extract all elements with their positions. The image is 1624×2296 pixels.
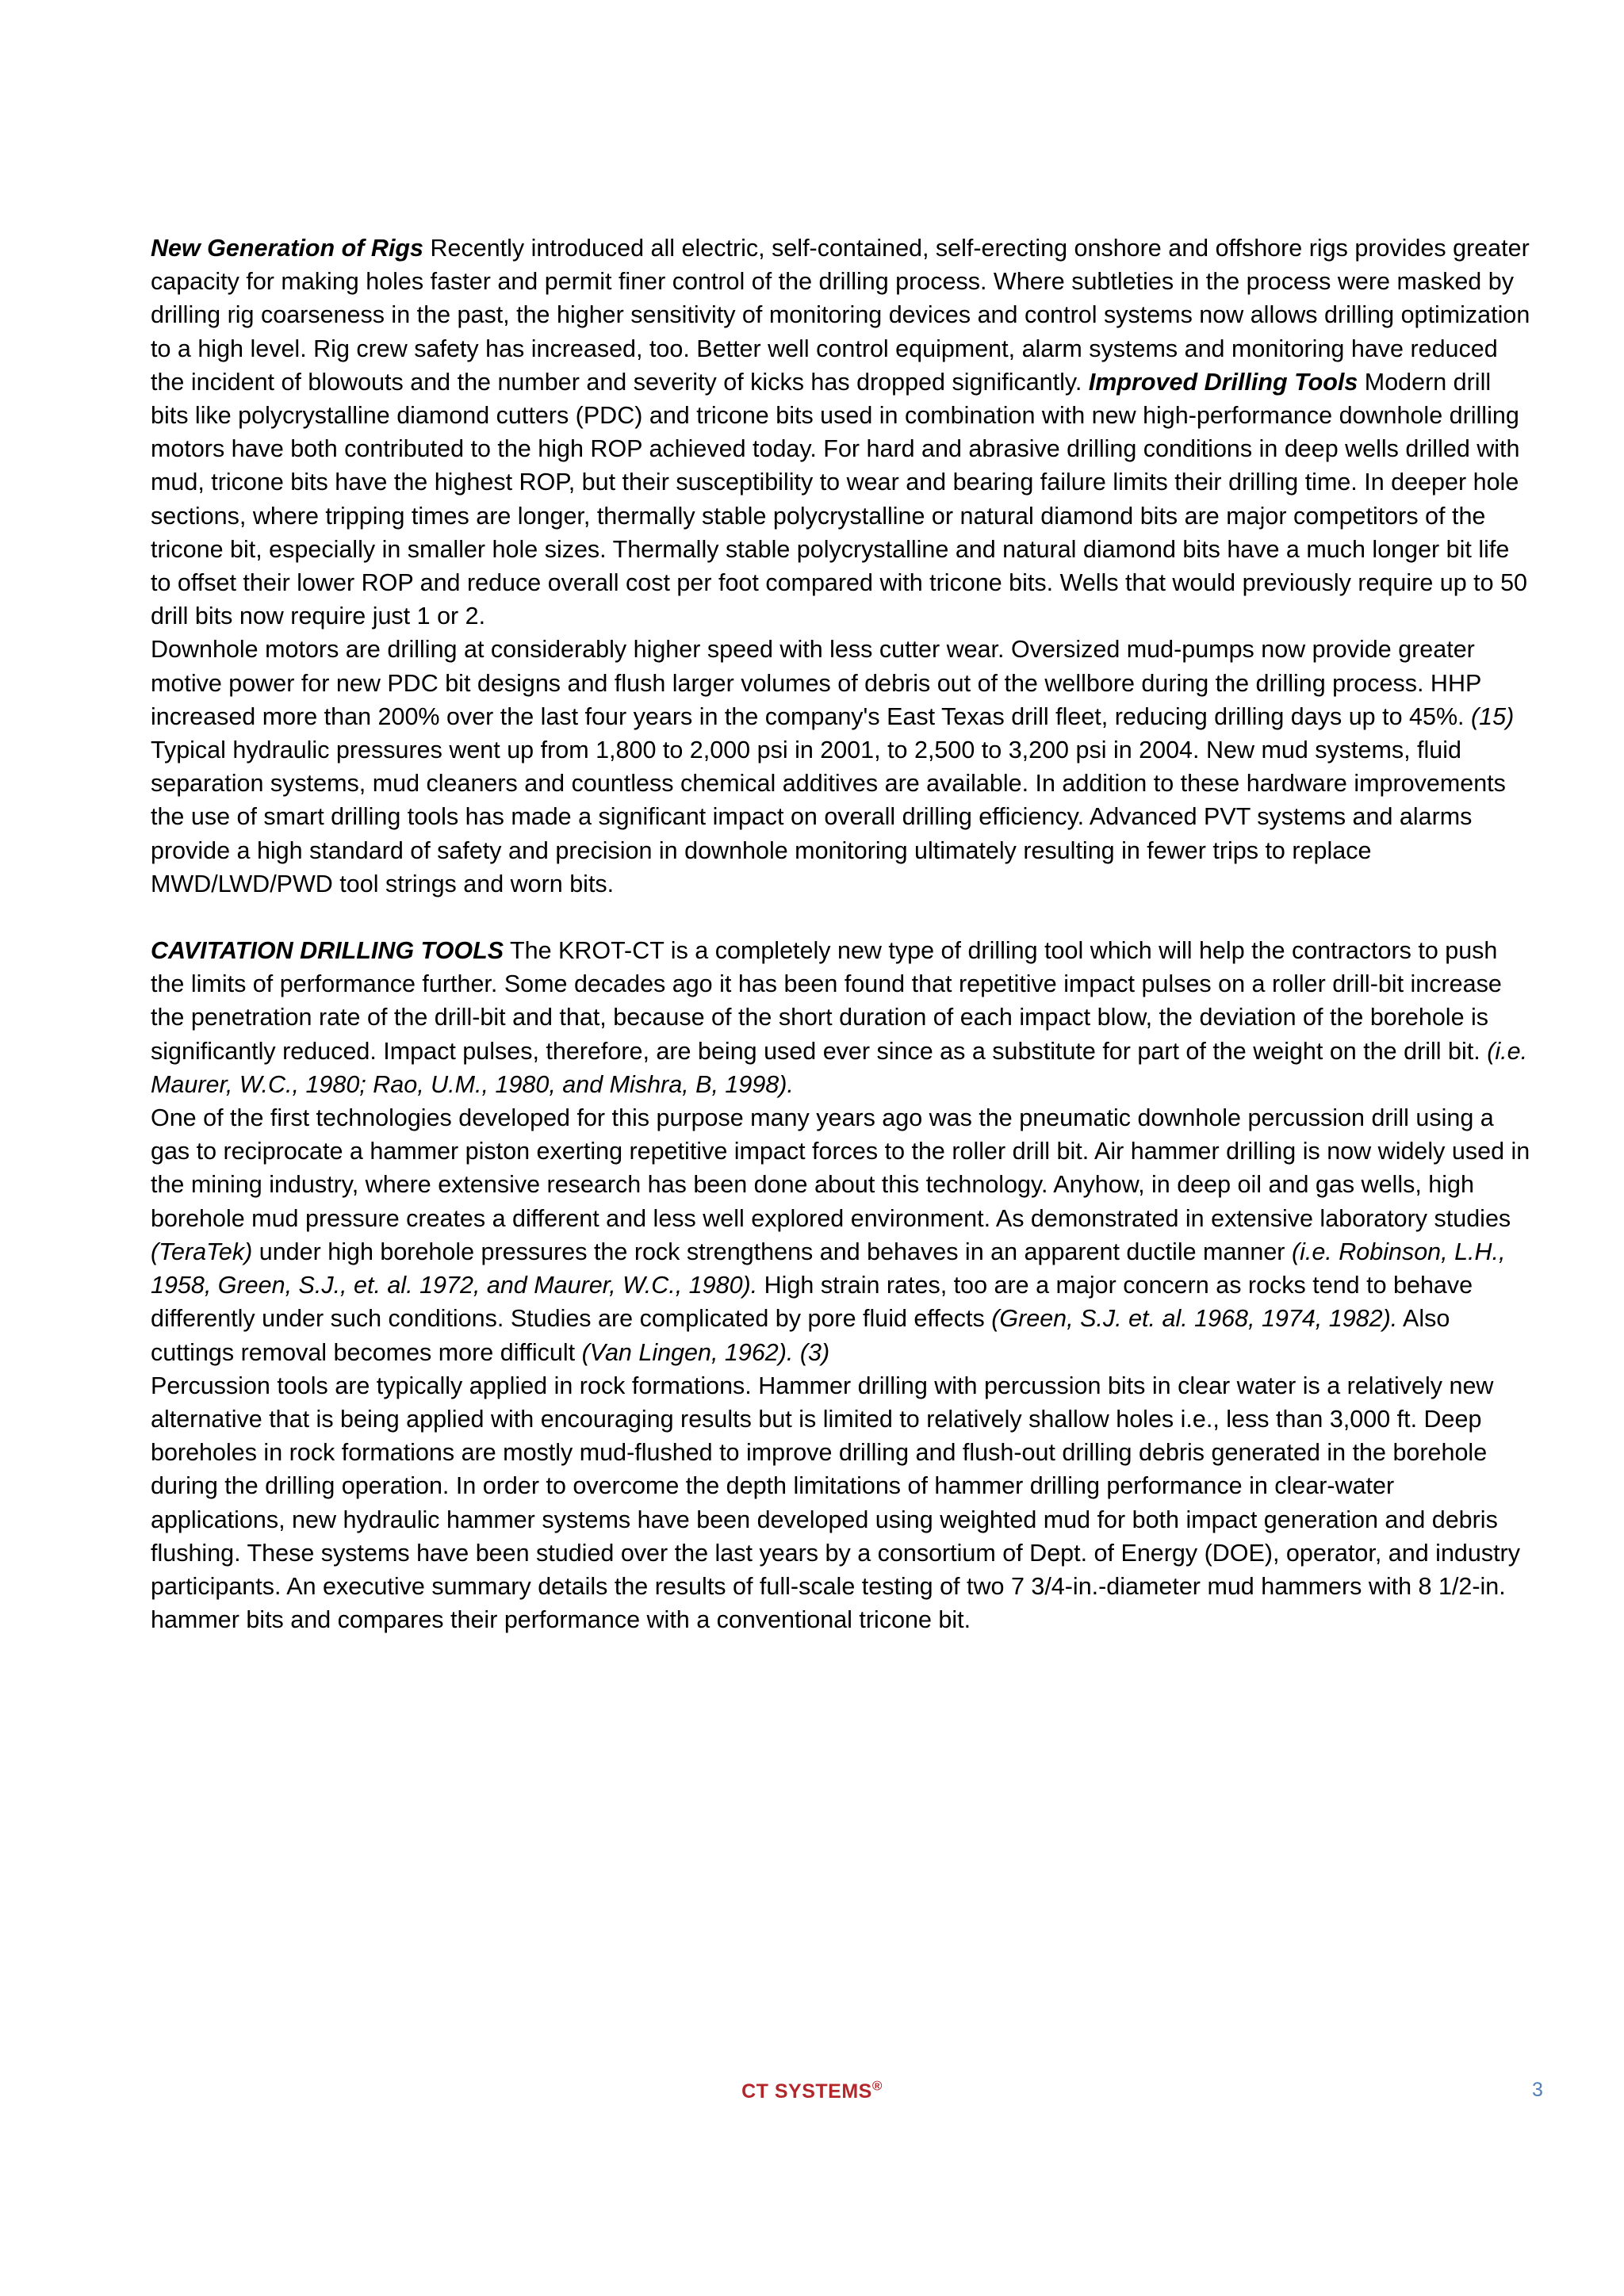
paragraph-text: under high borehole pressures the rock strengthens and behaves in an apparent ductile manner bbox=[252, 1238, 1292, 1265]
paragraph-text: Recently introduced all electric, self-contained, self-erecting onshore and offshore rigs provides greater capacity for making holes faster and permit finer control of the drilling process. Where subtleties in the process were masked by drilling rig coarseness in the past, the higher sensitivity of monitoring devices and control systems now allows drilling optimization to a high level. Rig crew safety has increased, too. Better well control equipment, alarm systems and monitoring have reduced the incident of blowouts and the number and severity of kicks has dropped significantly. bbox=[151, 235, 1530, 396]
paragraph-text: Downhole motors are drilling at considerably higher speed with less cutter wear. Oversized mud-pumps now provide greater motive power for new PDC bit designs and flush larger volumes of debris out of the wellbore during the drilling process. HHP increased more than 200% over the last four years in the company's East Texas drill fleet, reducing drilling days up to 45%. bbox=[151, 636, 1481, 730]
paragraph-spacer bbox=[151, 901, 1530, 934]
footer-brand-name: CT SYSTEMS bbox=[741, 2080, 872, 2103]
document-body bbox=[151, 232, 1530, 1636]
citation: (i.e. Maurer, W.C., 1980; Rao, U.M., 1980, and Mishra, B, 1998). bbox=[151, 1037, 1528, 1098]
paragraph-percussion-tools bbox=[151, 1369, 1530, 1637]
citation: (Green, S.J. et. al. 1968, 1974, 1982). bbox=[991, 1305, 1398, 1333]
paragraph-text: Modern drill bits like polycrystalline diamond cutters (PDC) and tricone bits used in combination with new high-performance downhole drilling motors have both contributed to the high ROP achieved today. For hard and abrasive drilling conditions in deep wells drilled with mud, tricone bits have the highest ROP, but their susceptibility to wear and bearing failure limits their drilling time. In deeper hole sections, where tripping times are longer, thermally stable polycrystalline or natural diamond bits are major competitors of the tricone bit, especially in smaller hole sizes. Thermally stable polycrystalline and natural diamond bits have a much longer bit life to offset their lower ROP and reduce overall cost per foot compared with tricone bits. Wells that would previously require up to 50 drill bits now require just 1 or 2. bbox=[151, 368, 1527, 630]
citation: (15) bbox=[1471, 702, 1515, 730]
registered-trademark-mark: ® bbox=[871, 2078, 883, 2094]
footer-brand bbox=[0, 2080, 1624, 2103]
paragraph-rigs-and-tools bbox=[151, 232, 1530, 633]
paragraph-text: Also cuttings removal becomes more difficult bbox=[151, 1305, 1450, 1366]
page-number: 3 bbox=[1532, 2079, 1543, 2101]
paragraph-text: High strain rates, too are a major concern as rocks tend to behave differently under such conditions. Studies are complicated by pore fluid effects bbox=[151, 1272, 1473, 1333]
paragraph-cavitation-drilling-tools bbox=[151, 934, 1530, 1101]
heading-improved-drilling-tools: Improved Drilling Tools bbox=[1088, 368, 1358, 396]
paragraph-text: One of the first technologies developed for this purpose many years ago was the pneumatic downhole percussion drill using a gas to reciprocate a hammer piston exerting repetitive impact forces to the roller drill bit. Air hammer drilling is now widely used in the mining industry, where extensive research has been done about this technology. Anyhow, in deep oil and gas wells, high borehole mud pressure creates a different and less well explored environment. As demonstrated in extensive laboratory studies bbox=[151, 1104, 1530, 1232]
paragraph-downhole-motors bbox=[151, 633, 1530, 901]
paragraph-text: Typical hydraulic pressures went up from 1,800 to 2,000 psi in 2001, to 2,500 to 3,200 psi in 2004. New mud systems, fluid separation systems, mud cleaners and countless chemical additives are available. In addition to these hardware improvements the use of smart drilling tools has made a significant impact on overall drilling efficiency. Advanced PVT systems and alarms provide a high standard of safety and precision in downhole monitoring ultimately resulting in fewer trips to replace MWD/LWD/PWD tool strings and worn bits. bbox=[151, 737, 1506, 897]
paragraph-pneumatic-percussion bbox=[151, 1101, 1530, 1369]
citation: (i.e. Robinson, L.H., 1958, Green, S.J., et. al. 1972, and Maurer, W.C., 1980). bbox=[151, 1238, 1506, 1299]
heading-cavitation-drilling-tools: CAVITATION DRILLING TOOLS bbox=[151, 937, 504, 965]
paragraph-text: The KROT-CT is a completely new type of drilling tool which will help the contractors to push the limits of performance further. Some decades ago it has been found that repetitive impact pulses on a roller drill-bit increase the penetration rate of the drill-bit and that, because of the short duration of each impact blow, the deviation of the borehole is significantly reduced. Impact pulses, therefore, are being used ever since as a substitute for part of the weight on the drill bit. bbox=[151, 937, 1502, 1065]
citation: (Van Lingen, 1962). (3) bbox=[581, 1338, 830, 1366]
citation: (TeraTek) bbox=[151, 1238, 253, 1265]
paragraph-text: Percussion tools are typically applied in rock formations. Hammer drilling with percussion bits in clear water is a relatively new alternative that is being applied with encouraging results but is limited to relatively shallow holes i.e., less than 3,000 ft. Deep boreholes in rock formations are mostly mud-flushed to improve drilling and flush-out drilling debris generated in the borehole during the drilling operation. In order to overcome the depth limitations of hammer drilling performance in clear-water applications, new hydraulic hammer systems have been developed using weighted mud for both impact generation and debris flushing. These systems have been studied over the last years by a consortium of Dept. of Energy (DOE), operator, and industry participants. An executive summary details the results of full-scale testing of two 7 3/4-in.-diameter mud hammers with 8 1/2-in. hammer bits and compares their performance with a conventional tricone bit. bbox=[151, 1372, 1520, 1634]
heading-new-generation-of-rigs: New Generation of Rigs bbox=[151, 235, 424, 262]
